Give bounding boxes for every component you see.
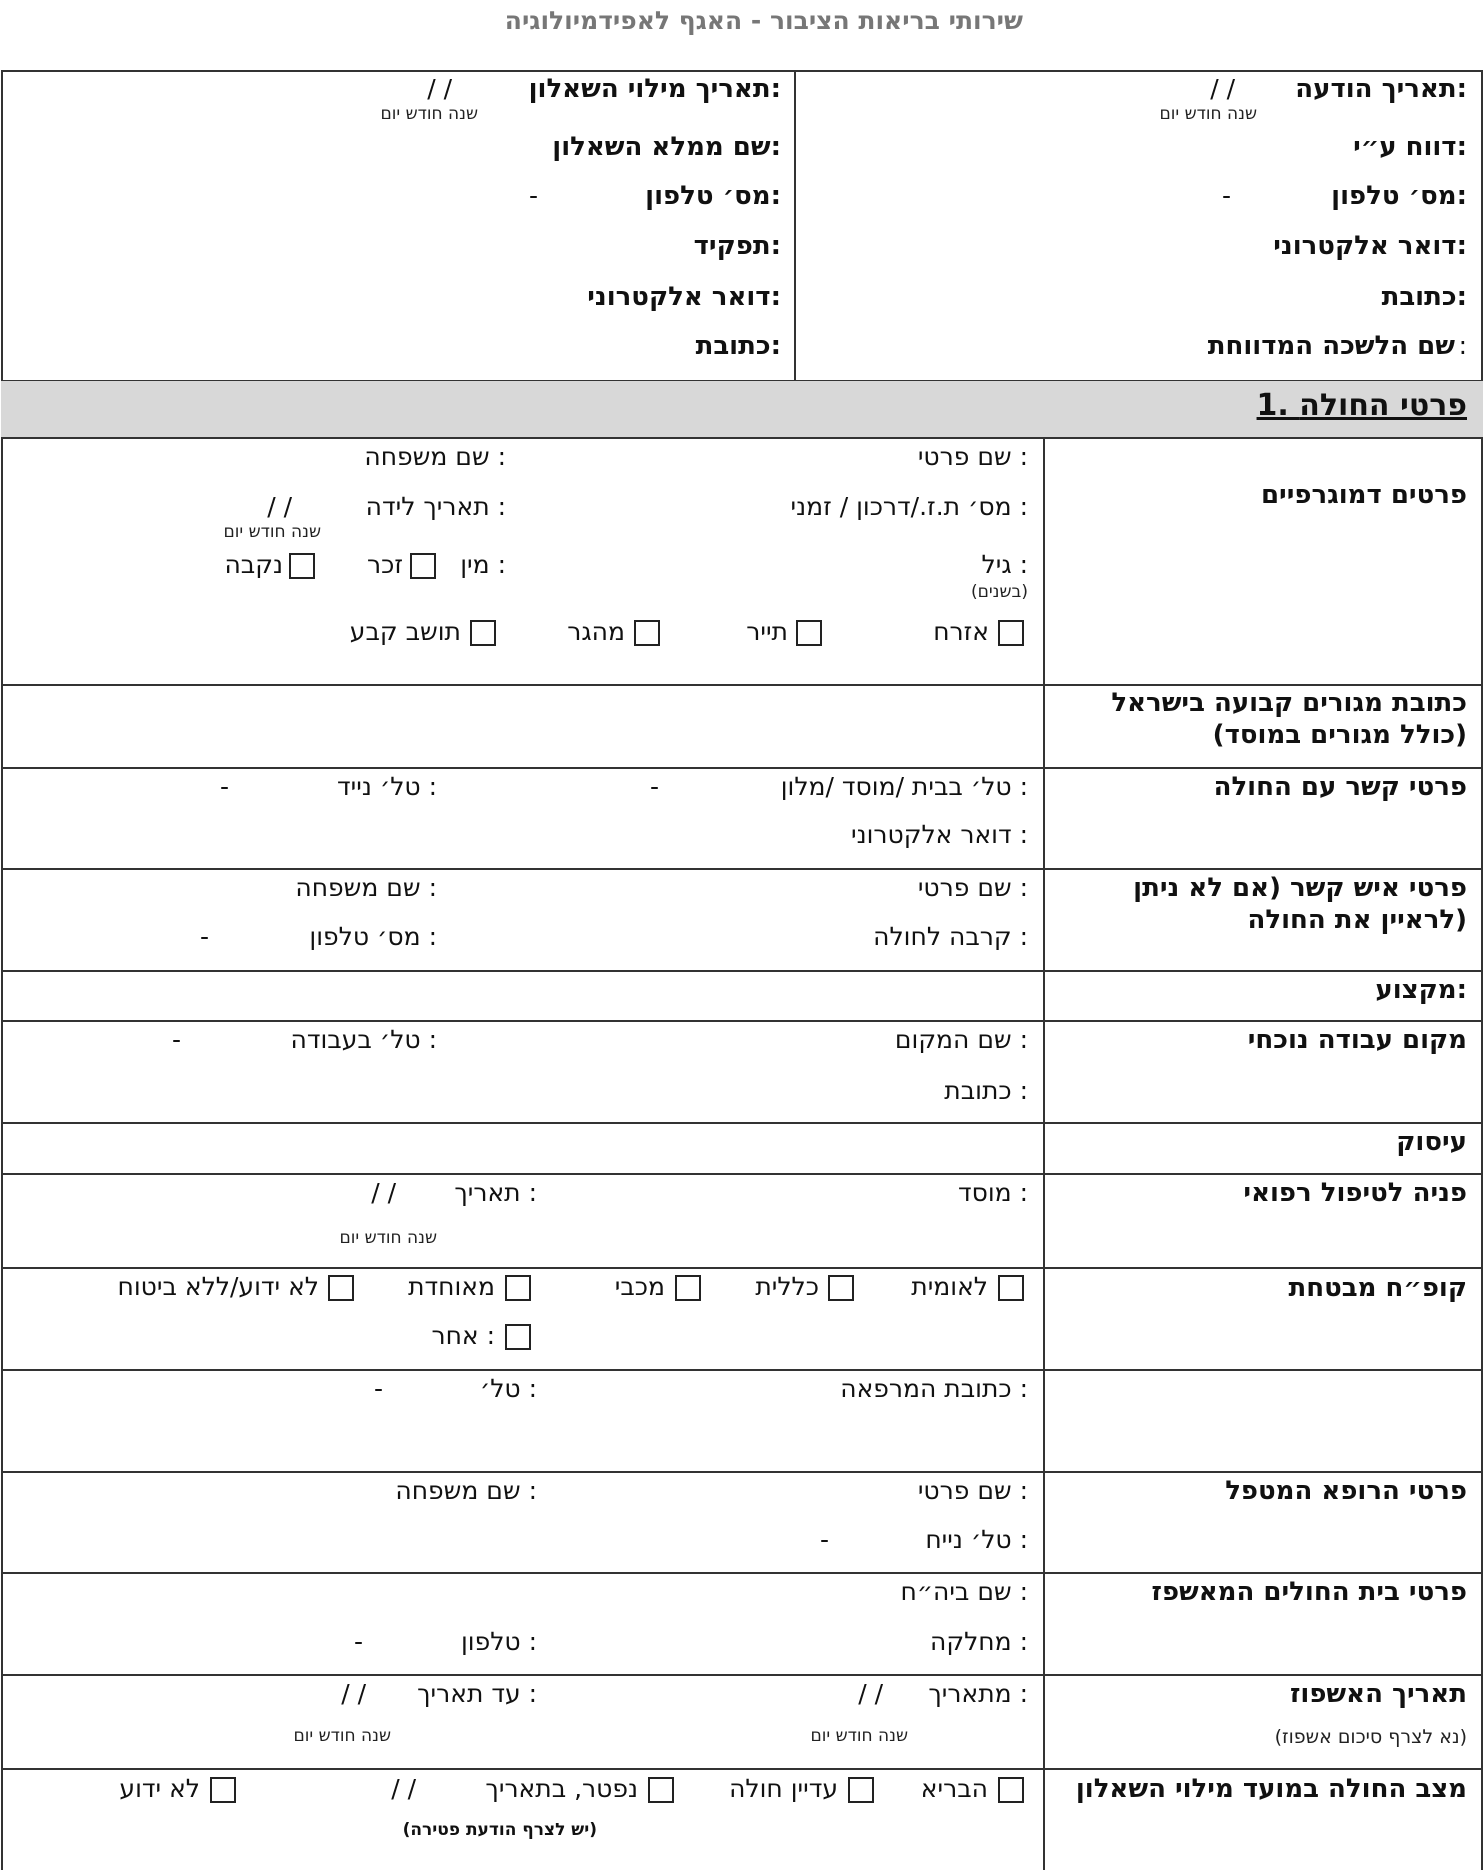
birth-date-format: שנה חודש יום — [223, 522, 321, 542]
contact-phone-dash: - — [199, 922, 209, 951]
patient-email-label: דואר אלקטרוני : — [851, 820, 1028, 849]
clinic-phone-label: טל׳ : — [479, 1374, 537, 1403]
patient-status-label: מצב החולה במועד מילוי השאלון — [1075, 1774, 1467, 1804]
birth-date-separator: / / — [267, 492, 292, 521]
filler-phone-label: מס׳ טלפון: — [645, 181, 781, 211]
admission-to-separator: / / — [341, 1679, 366, 1708]
clalit-label: כללית — [755, 1272, 819, 1301]
filler-email-label: דואר אלקטרוני: — [587, 282, 781, 312]
reporter-phone-dash: - — [1221, 181, 1231, 210]
residence-address-label: כתובת מגורים קבועה בישראל — [1111, 688, 1467, 718]
contact-person-label: פרטי איש קשר (אם לא ניתן — [1133, 873, 1467, 903]
reporter-email-label: דואר אלקטרוני: — [1273, 231, 1467, 261]
reporter-phone-label: מס׳ טלפון: — [1331, 181, 1467, 211]
hospital-phone-dash: - — [353, 1627, 363, 1656]
male-checkbox[interactable] — [410, 553, 436, 579]
hospital-ward-label: מחלקה : — [930, 1627, 1028, 1656]
medical-care-label: פניה לטיפול רפואי — [1243, 1178, 1467, 1208]
admission-to-format: שנה חודש יום — [293, 1726, 391, 1746]
last-name-label: שם משפחה : — [364, 442, 506, 471]
doctor-first-name-label: שם פרטי : — [917, 1476, 1028, 1505]
workplace-address-label: כתובת : — [944, 1076, 1028, 1105]
mobile-phone-label: טל׳ נייד : — [337, 772, 437, 801]
report-date-label: תאריך הודעה: — [1295, 74, 1467, 104]
fill-date-format: שנה חודש יום — [380, 104, 478, 124]
status-unknown-label: לא ידוע — [119, 1774, 200, 1803]
section-1-title: 1. פרטי החולה — [1256, 388, 1467, 423]
contact-relation-label: קרבה לחולה : — [873, 922, 1028, 951]
contact-first-name-label: שם פרטי : — [917, 873, 1028, 902]
female-label: נקבה — [224, 550, 283, 579]
admission-from-format: שנה חודש יום — [810, 1726, 908, 1746]
filler-phone-dash: - — [528, 181, 538, 210]
clinic-address-label: כתובת המרפאה : — [840, 1374, 1028, 1403]
no-insurance-checkbox[interactable] — [328, 1275, 354, 1301]
sex-label: מין : — [460, 550, 506, 579]
admission-from-separator: / / — [858, 1679, 883, 1708]
leumit-label: לאומית — [911, 1272, 988, 1301]
institution-label: מוסד : — [957, 1178, 1028, 1207]
filler-role-label: תפקיד: — [693, 231, 781, 261]
health-fund-label: קופ״ח מבטחת — [1288, 1273, 1467, 1303]
workplace-name-label: שם המקום : — [894, 1025, 1028, 1054]
tourist-checkbox[interactable] — [796, 620, 822, 646]
hospital-phone-label: טלפון : — [460, 1627, 537, 1656]
filler-address-label: כתובת: — [695, 331, 781, 361]
hospital-name-label: שם ביה״ח : — [900, 1577, 1028, 1606]
tourist-label: תייר — [746, 617, 788, 646]
filler-name-label: שם ממלא השאלון: — [552, 132, 781, 162]
home-phone-dash: - — [649, 772, 659, 801]
death-date-separator: / / — [391, 1774, 416, 1803]
doctor-phone-label: טל׳ נייח : — [925, 1525, 1028, 1554]
contact-person-note: לראיין את החולה) — [1247, 905, 1467, 935]
migrant-label: מהגר — [567, 617, 625, 646]
hospital-label: פרטי בית החולים המאשפז — [1151, 1577, 1467, 1607]
citizen-checkbox[interactable] — [998, 620, 1024, 646]
medical-date-separator: / / — [371, 1178, 396, 1207]
deceased-label: נפטר, בתאריך — [485, 1774, 638, 1803]
report-date-format: שנה חודש יום — [1159, 104, 1257, 124]
male-label: זכר — [367, 550, 403, 579]
contact-phone-label: מס׳ טלפון : — [309, 922, 437, 951]
death-notice-note: (יש לצרף הודעת פטירה) — [402, 1820, 597, 1840]
deceased-checkbox[interactable] — [648, 1777, 674, 1803]
page-header-title: שירותי בריאות הציבור - האגף לאפידמיולוגיה — [504, 6, 1023, 35]
first-name-label: שם פרטי : — [917, 442, 1028, 471]
work-phone-dash: - — [171, 1025, 181, 1054]
demographics-label: פרטים דמוגרפיים — [1260, 480, 1467, 510]
female-checkbox[interactable] — [289, 553, 315, 579]
still-ill-checkbox[interactable] — [848, 1777, 874, 1803]
no-insurance-label: לא ידוע/ללא ביטוח — [117, 1272, 319, 1301]
other-fund-label: אחר : — [431, 1321, 495, 1350]
still-ill-label: עדיין חולה — [729, 1774, 838, 1803]
permanent-resident-label: תושב קבע — [349, 617, 461, 646]
profession-label: מקצוע: — [1375, 975, 1467, 1005]
doctor-last-name-label: שם משפחה : — [395, 1476, 537, 1505]
doctor-phone-dash: - — [819, 1525, 829, 1554]
other-fund-checkbox[interactable] — [505, 1324, 531, 1350]
workplace-label: מקום עבודה נוכחי — [1247, 1025, 1467, 1055]
age-unit: (בשנים) — [970, 582, 1028, 602]
reporting-office-colon: : — [1458, 331, 1467, 360]
admission-date-note: (נא לצרף סיכום אשפוז) — [1274, 1726, 1467, 1748]
migrant-checkbox[interactable] — [634, 620, 660, 646]
permanent-resident-checkbox[interactable] — [470, 620, 496, 646]
recovered-label: הבריא — [920, 1774, 988, 1803]
fill-date-label: תאריך מילוי השאלון: — [528, 74, 781, 104]
citizen-label: אזרח — [933, 617, 989, 646]
patient-contact-label: פרטי קשר עם החולה — [1213, 772, 1467, 802]
reporting-office-label: שם הלשכה המדווחת — [1207, 331, 1455, 361]
birth-date-label: תאריך לידה : — [365, 492, 506, 521]
work-phone-label: טל׳ בעבודה : — [290, 1025, 437, 1054]
age-label: גיל : — [981, 550, 1028, 579]
admission-from-label: מתאריך : — [928, 1679, 1028, 1708]
meuhedet-checkbox[interactable] — [505, 1275, 531, 1301]
reporter-address-label: כתובת: — [1381, 282, 1467, 312]
admission-to-label: עד תאריך : — [417, 1679, 537, 1708]
fill-date-separator: / / — [427, 74, 452, 103]
treating-doctor-label: פרטי הרופא המטפל — [1225, 1476, 1467, 1506]
medical-date-format: שנה חודש יום — [339, 1228, 437, 1248]
meuhedet-label: מאוחדת — [408, 1272, 495, 1301]
clinic-phone-dash: - — [373, 1374, 383, 1403]
clalit-checkbox[interactable] — [828, 1275, 854, 1301]
medical-date-label: תאריך : — [454, 1178, 537, 1207]
report-date-separator: / / — [1210, 74, 1235, 103]
id-number-label: מס׳ ת.ז./דרכון / זמני : — [790, 492, 1028, 521]
reported-by-label: דווח ע״י: — [1353, 132, 1467, 162]
status-unknown-checkbox[interactable] — [210, 1777, 236, 1803]
maccabi-label: מכבי — [614, 1272, 665, 1301]
recovered-checkbox[interactable] — [998, 1777, 1024, 1803]
residence-address-note: (כולל מגורים במוסד) — [1212, 720, 1467, 750]
mobile-phone-dash: - — [219, 772, 229, 801]
admission-date-label: תאריך האשפוז — [1289, 1679, 1467, 1709]
occupation-label: עיסוק — [1396, 1127, 1467, 1157]
leumit-checkbox[interactable] — [998, 1275, 1024, 1301]
maccabi-checkbox[interactable] — [675, 1275, 701, 1301]
contact-last-name-label: שם משפחה : — [295, 873, 437, 902]
home-phone-label: טל׳ בבית /מוסד /מלון : — [780, 772, 1028, 801]
